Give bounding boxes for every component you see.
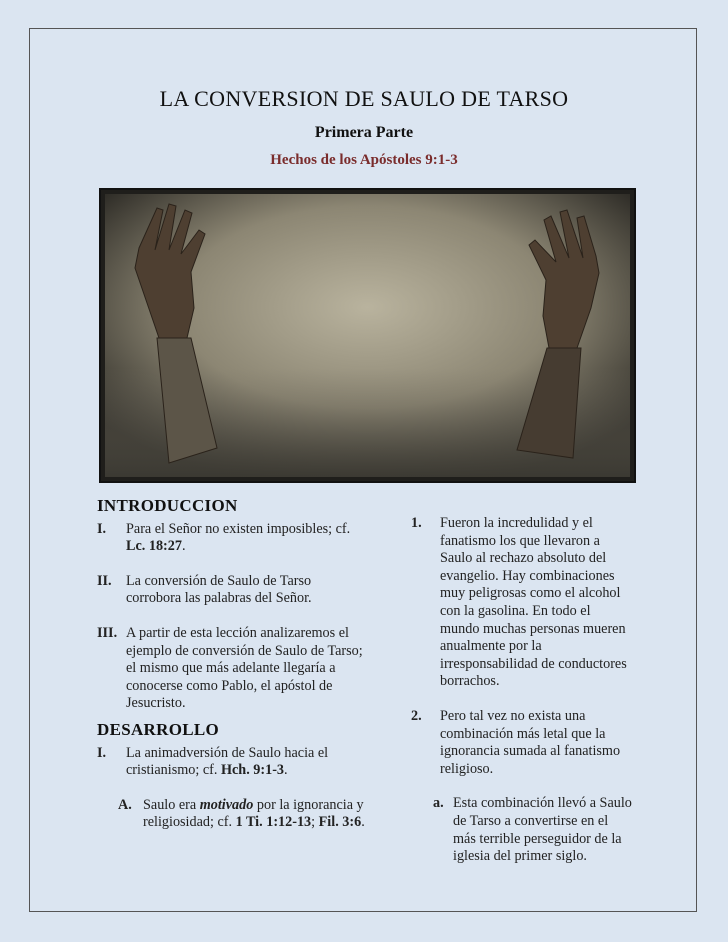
right-column [411,515,633,866]
intro-heading: INTRODUCCION [97,496,238,515]
intro-item-3-text: A partir de esta lección analizaremos el ejemplo de conversión de Saulo de Tarso; el mismo que más adelante llegaría a conocerse como Pablo, el apóstol de Jesucristo. [126,624,363,712]
desarrollo-subitem-a [97,797,367,832]
right-item-1 [411,515,633,691]
desarrollo-subitem-a-number: A. [118,796,132,813]
subitem-a-separator: ; [311,814,316,831]
desarrollo-item-1 [97,745,367,780]
intro-item-2 [97,573,367,608]
desarrollo-item-1-number: I. [97,744,107,761]
desarrollo-item-1-text: La animadversión de Saulo hacia el cristianismo; cf. [126,744,329,779]
desarrollo-heading: DESARROLLO [97,719,220,739]
page-subtitle: Primera Parte [314,124,414,141]
page-title: LA CONVERSION DE SAULO DE TARSO [159,86,569,111]
intro-item-1 [97,521,367,556]
right-item-1-text: Fueron la incredulidad y el fanatismo los que llevaron a Saulo al rechazo absoluto del evangelio. Hay combinaciones muy peligrosas como el alcohol con la gasolina. En todo el mundo muchas personas mueren anualmente por la irresponsabilidad de conductores borrachos. [440,515,627,690]
intro-item-3-number: III. [97,624,118,641]
subitem-a-text-pre: Saulo era [143,796,197,813]
intro-item-2-number: II. [97,572,112,589]
subitem-a-end: . [361,814,365,831]
raised-hands-image [99,188,636,483]
right-subitem-a-number: a. [433,795,444,812]
intro-item-2-text: La conversión de Saulo de Tarso corrobora las palabras del Señor. [126,572,312,607]
right-item-2 [411,708,633,778]
intro-item-1-reference: Lc. 18:27 [126,538,182,555]
right-item-2-number: 2. [411,707,422,724]
intro-item-1-end: . [181,538,186,555]
right-subitem-a-text: Esta combinación llevó a Saulo de Tarso a convertirse en el más terrible perseguidor de la iglesia del primer siglo. [453,795,632,865]
right-item-1-number: 1. [411,515,422,531]
left-column [97,497,367,832]
right-item-2-text: Pero tal vez no exista una combinación más letal que la ignorancia sumada al fanatismo religioso. [440,707,621,777]
intro-item-1-text: Para el Señor no existen imposibles; cf. [126,520,351,537]
subitem-a-reference-2: Fil. 3:6 [318,814,362,831]
intro-item-1-number: I. [97,520,107,537]
subitem-a-emphasis: motivado [199,796,254,813]
scripture-reference: Hechos de los Apóstoles 9:1-3 [270,152,458,168]
subitem-a-reference-1: 1 Ti. 1:12-13 [235,814,312,831]
desarrollo-item-1-end: . [284,762,288,779]
right-subitem-a [411,795,633,865]
subitem-a-text-post: por la ignorancia y religiosidad; cf. [143,796,364,831]
desarrollo-item-1-reference: Hch. 9:1-3 [220,762,285,779]
intro-item-3 [97,625,367,713]
